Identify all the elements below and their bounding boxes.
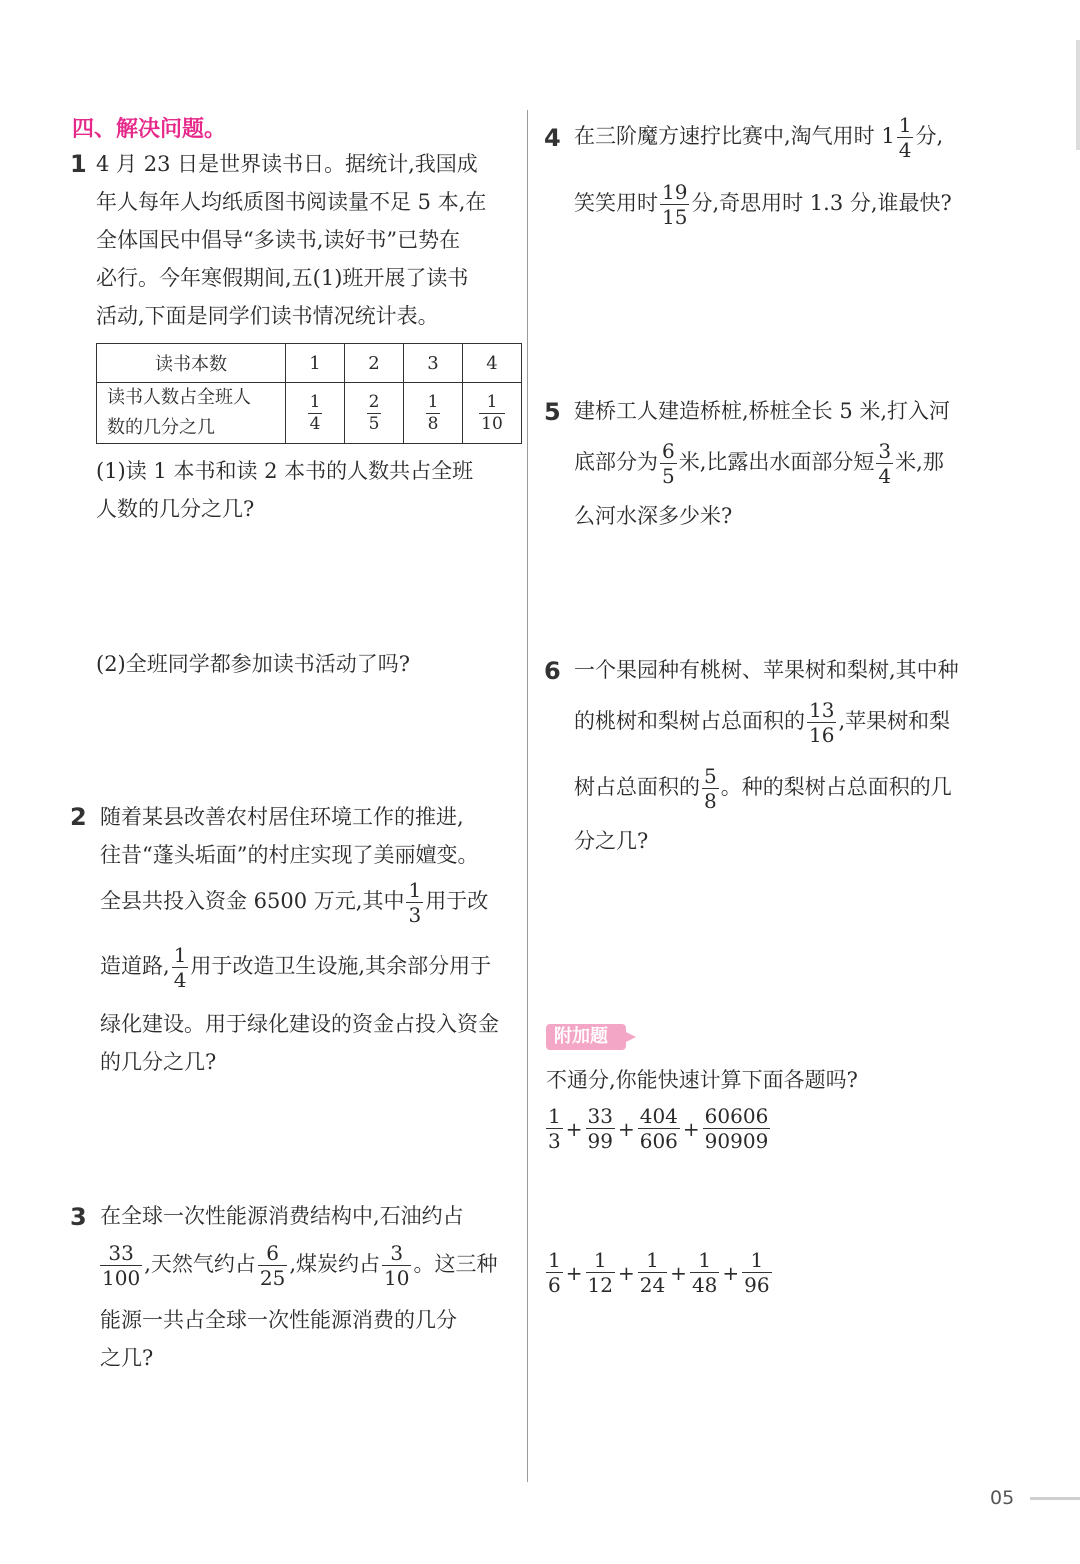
table-cell: 2 — [345, 344, 404, 383]
q5-line — [574, 441, 1034, 486]
denominator: 99 — [587, 1129, 613, 1153]
numerator: 13 — [809, 698, 835, 722]
q6-text: 的桃树和梨树占总面积的 — [574, 709, 805, 733]
question-6-line-3 — [574, 766, 1034, 811]
fraction — [897, 115, 914, 160]
numerator: 1 — [173, 943, 187, 967]
fraction — [807, 700, 836, 745]
q1-sub2-line: (2)全班同学都参加读书活动了吗? — [96, 652, 411, 676]
table-cell — [463, 383, 522, 444]
table-row — [97, 344, 522, 383]
denominator: 6 — [548, 1273, 561, 1297]
q4-text: 在三阶魔方速拧比赛中,淘气用时 1 — [574, 124, 895, 148]
q6-text: 树占总面积的 — [574, 775, 700, 799]
denominator: 8 — [704, 789, 717, 813]
fraction — [426, 391, 441, 434]
numerator: 1 — [548, 1104, 561, 1128]
q3-fraction-line — [98, 1243, 518, 1288]
plus-sign: + — [722, 1260, 740, 1285]
table-header-fraction-line: 数的几分之几 — [107, 417, 215, 438]
q5-line: 建桥工人建造桥桩,桥桩全长 5 米,打入河 — [574, 399, 951, 423]
numerator: 33 — [587, 1104, 613, 1128]
question-1-text — [96, 145, 516, 335]
denominator: 5 — [662, 464, 675, 488]
question-3-text — [100, 1197, 516, 1235]
q3-line: 能源一共占全球一次性能源消费的几分 — [100, 1308, 457, 1332]
numerator: 1 — [309, 391, 321, 412]
denominator: 15 — [662, 205, 688, 229]
q2-line: 往昔“蓬头垢面”的村庄实现了美丽嬗变。 — [100, 843, 479, 867]
q6-line: 一个果园种有桃树、苹果树和梨树,其中种 — [574, 658, 959, 682]
numerator: 1 — [427, 391, 439, 412]
q1-line: 4 月 23 日是世界读书日。据统计,我国成 — [96, 152, 478, 176]
denominator: 10 — [384, 1266, 410, 1290]
fraction — [690, 1250, 719, 1295]
denominator: 8 — [427, 413, 439, 434]
denominator: 3 — [408, 903, 422, 927]
fraction — [586, 1250, 615, 1295]
q1-sub1 — [96, 452, 516, 528]
plus-sign: + — [565, 1116, 583, 1141]
denominator: 4 — [898, 138, 912, 162]
q2-tail — [100, 1005, 516, 1081]
question-2-number: 2 — [70, 803, 87, 831]
question-1-number: 1 — [70, 150, 87, 178]
plus-sign: + — [617, 1260, 635, 1285]
fraction — [638, 1250, 667, 1295]
q5-text: 米,那 — [895, 450, 944, 474]
question-5-number: 5 — [544, 398, 561, 426]
page-number-bar — [1030, 1497, 1080, 1500]
question-6-line-4 — [574, 822, 1034, 860]
table-header-fraction — [97, 383, 286, 444]
right-column — [530, 0, 1080, 1564]
q2-text: 全县共投入资金 6500 万元,其中 — [100, 889, 405, 913]
q3-text: ,天然气约占 — [144, 1252, 256, 1276]
numerator: 6 — [662, 439, 675, 463]
fraction — [382, 1243, 411, 1288]
q1-line: 必行。今年寒假期间,五(1)班开展了读书 — [96, 266, 469, 290]
fraction — [172, 945, 189, 990]
q2-line: 随着某县改善农村居住环境工作的推进, — [100, 805, 464, 829]
q3-line — [98, 1243, 518, 1288]
plus-sign: + — [682, 1116, 700, 1141]
q3-line: 在全球一次性能源消费结构中,石油约占 — [100, 1204, 464, 1228]
q6-line — [574, 700, 1034, 745]
fraction — [100, 1243, 142, 1288]
denominator: 12 — [587, 1273, 613, 1297]
plus-sign: + — [565, 1260, 583, 1285]
q4-text: 分, — [915, 124, 944, 148]
q2-line: 绿化建设。用于绿化建设的资金占投入资金 — [100, 1012, 499, 1036]
plus-sign: + — [617, 1116, 635, 1141]
denominator: 3 — [548, 1129, 561, 1153]
table-cell — [404, 383, 463, 444]
q6-text: 。种的梨树占总面积的几 — [720, 775, 952, 799]
table-cell: 3 — [404, 344, 463, 383]
fraction — [586, 1106, 615, 1151]
denominator: 10 — [481, 413, 503, 434]
question-3-number: 3 — [70, 1203, 87, 1231]
plus-sign: + — [670, 1260, 687, 1285]
table-header-books: 读书本数 — [97, 344, 286, 383]
table-cell — [345, 383, 404, 444]
fraction — [546, 1250, 563, 1295]
q3-tail — [100, 1301, 516, 1377]
numerator: 1 — [479, 394, 505, 414]
q5-text: 底部分为 — [574, 450, 658, 474]
q2-text: 用于改 — [425, 889, 489, 913]
q2-line — [100, 880, 516, 925]
q4-line — [574, 182, 1034, 227]
q1-line: 全体国民中倡导“多读书,读好书”已势在 — [96, 228, 461, 252]
q2-line — [100, 945, 516, 990]
numerator: 5 — [704, 764, 717, 788]
denominator: 90909 — [704, 1129, 769, 1153]
q2-line-fraction-1 — [100, 880, 516, 925]
denominator: 606 — [639, 1129, 678, 1153]
q4-line — [574, 115, 1034, 160]
fraction — [660, 441, 677, 486]
denominator: 5 — [368, 413, 380, 434]
denominator: 100 — [102, 1266, 141, 1290]
question-4-line-2 — [574, 182, 1034, 227]
denominator: 25 — [259, 1266, 286, 1290]
numerator: 6 — [258, 1243, 287, 1266]
reading-stats-table — [96, 343, 522, 444]
fraction — [367, 391, 382, 434]
numerator: 33 — [100, 1243, 142, 1266]
table-cell: 1 — [286, 344, 345, 383]
q1-sub1-line: (1)读 1 本书和读 2 本书的人数共占全班 — [96, 459, 474, 483]
numerator: 1 — [548, 1248, 561, 1272]
denominator: 24 — [639, 1273, 666, 1297]
numerator: 1 — [408, 878, 422, 902]
question-2-text — [100, 798, 516, 874]
q2-line-fraction-2 — [100, 945, 516, 990]
question-6-number: 6 — [544, 657, 561, 685]
q1-line: 活动,下面是同学们读书情况统计表。 — [96, 304, 439, 328]
bonus-prompt-line: 不通分,你能快速计算下面各题吗? — [546, 1068, 858, 1092]
numerator: 3 — [878, 439, 892, 463]
numerator: 404 — [639, 1104, 678, 1128]
table-header-fraction-line: 读书人数占全班人 — [107, 387, 251, 408]
numerator: 2 — [368, 391, 380, 412]
numerator: 1 — [638, 1250, 667, 1273]
fraction — [742, 1250, 771, 1295]
table-cell — [286, 383, 345, 444]
q2-line: 的几分之几? — [100, 1050, 217, 1074]
fraction — [638, 1106, 680, 1151]
numerator: 19 — [662, 180, 688, 204]
question-5-line-2 — [574, 441, 1034, 486]
left-column — [0, 0, 528, 1564]
q1-sub2 — [96, 645, 516, 683]
q2-text: 造道路, — [100, 954, 170, 978]
numerator: 1 — [898, 113, 912, 137]
q6-line: 分之几? — [574, 829, 649, 853]
fraction — [876, 441, 893, 486]
numerator: 1 — [586, 1250, 615, 1273]
question-6-line-1 — [574, 651, 1034, 689]
q3-line: 之几? — [100, 1346, 154, 1370]
fraction — [702, 766, 719, 811]
denominator: 48 — [691, 1273, 718, 1297]
q3-text: 。这三种 — [413, 1252, 498, 1276]
section-title: 四、解决问题。 — [72, 117, 227, 142]
numerator: 60606 — [704, 1104, 769, 1128]
denominator: 16 — [809, 723, 835, 747]
table-row — [97, 383, 522, 444]
question-6-line-2 — [574, 700, 1034, 745]
q3-text: ,煤炭约占 — [289, 1252, 381, 1276]
q5-text: 米,比露出水面部分短 — [678, 450, 875, 474]
denominator: 4 — [309, 413, 321, 434]
q6-line — [574, 766, 1034, 811]
bonus-badge: 附加题 — [546, 1024, 626, 1050]
question-5-line-3 — [574, 497, 1034, 535]
numerator: 3 — [382, 1243, 411, 1266]
fraction — [308, 391, 323, 434]
q1-line: 年人每年人均纸质图书阅读量不足 5 本,在 — [96, 190, 487, 214]
numerator: 1 — [742, 1250, 771, 1273]
q6-text: ,苹果树和梨 — [838, 709, 951, 733]
bonus-prompt — [546, 1061, 1006, 1099]
denominator: 4 — [173, 968, 187, 992]
fraction — [258, 1243, 287, 1288]
numerator: 1 — [690, 1250, 719, 1273]
q1-sub1-line: 人数的几分之几? — [96, 497, 255, 521]
bonus-expression-1 — [544, 1106, 772, 1151]
question-5-line-1 — [574, 392, 1034, 430]
table-cell: 4 — [463, 344, 522, 383]
question-4-number: 4 — [544, 124, 561, 152]
page-number: 05 — [990, 1487, 1015, 1509]
denominator: 4 — [878, 464, 892, 488]
fraction — [479, 391, 505, 434]
q4-text: 笑笑用时 — [574, 191, 658, 215]
q2-text: 用于改造卫生设施,其余部分用于 — [190, 954, 492, 978]
fraction — [703, 1106, 771, 1151]
fraction — [660, 182, 689, 227]
question-4-line-1 — [574, 115, 1034, 160]
denominator: 96 — [744, 1273, 770, 1297]
q5-line: 么河水深多少米? — [574, 504, 733, 528]
bonus-expression-2 — [544, 1250, 774, 1295]
fraction — [406, 880, 423, 925]
q4-text: 分,奇思用时 1.3 分,谁最快? — [691, 191, 952, 215]
fraction — [546, 1106, 563, 1151]
